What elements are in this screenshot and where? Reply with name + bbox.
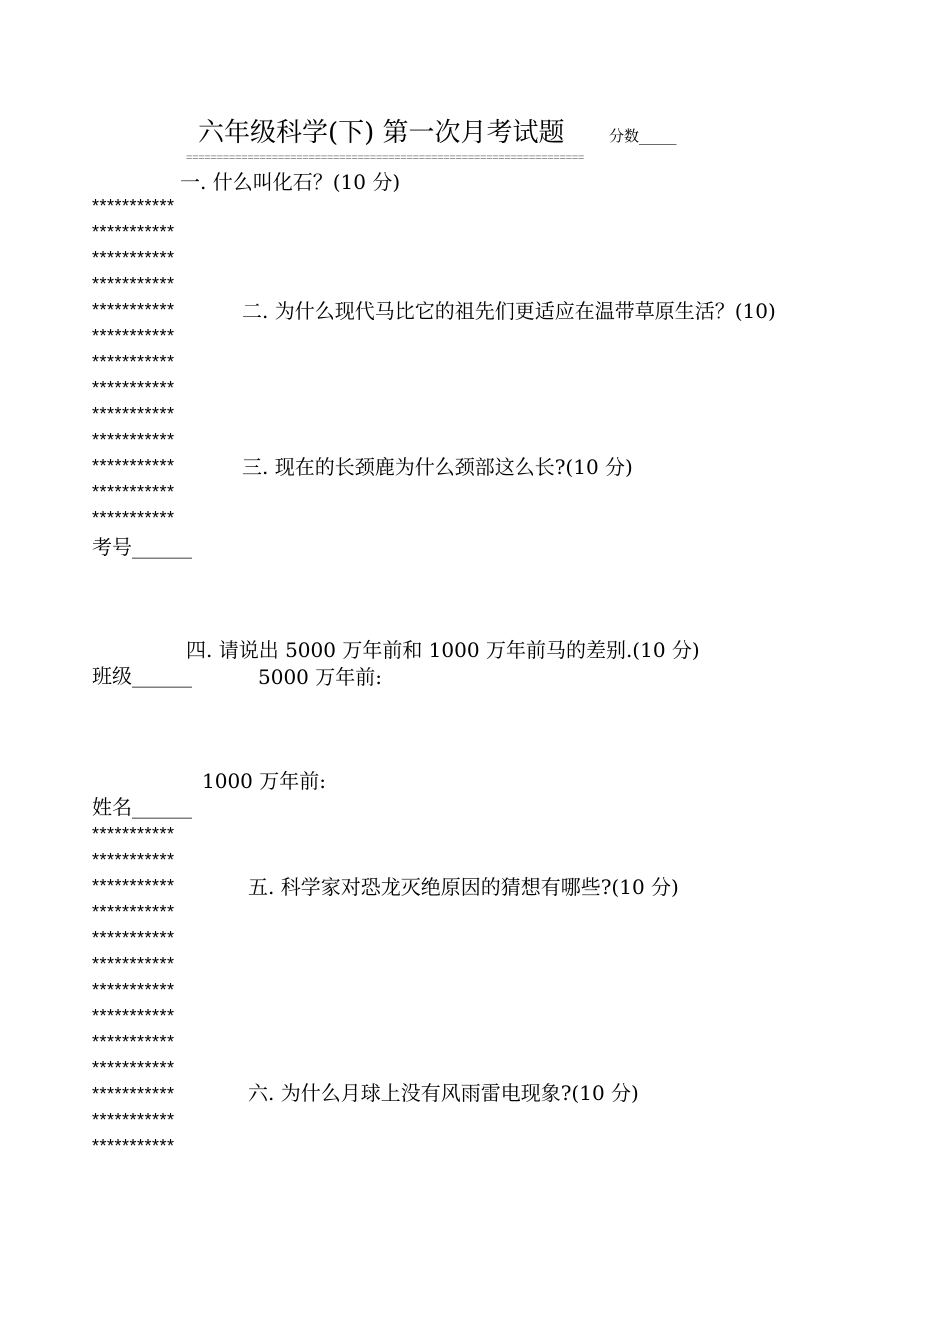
class-field[interactable]: 班级______	[92, 664, 192, 688]
star-row: ***********	[92, 456, 175, 476]
score-field[interactable]: 分数_____	[609, 127, 677, 145]
star-row: ***********	[92, 902, 175, 922]
exam-title: 六年级科学(下) 第一次月考试题	[198, 118, 565, 148]
exam-number-field[interactable]: 考号______	[92, 535, 192, 559]
star-row: ***********	[92, 274, 175, 294]
question-4-sub-1000: 1000 万年前:	[202, 769, 326, 793]
star-row: ***********	[92, 430, 175, 450]
question-3: 三. 现在的长颈鹿为什么颈部这么长?(10 分)	[242, 455, 633, 479]
star-row: ***********	[92, 326, 175, 346]
star-row: ***********	[92, 1136, 175, 1156]
star-row: ***********	[92, 980, 175, 1000]
star-row: ***********	[92, 300, 175, 320]
star-row: ***********	[92, 508, 175, 528]
star-row: ***********	[92, 1006, 175, 1026]
question-4: 四. 请说出 5000 万年前和 1000 万年前马的差别.(10 分)	[186, 638, 700, 662]
star-row: ***********	[92, 378, 175, 398]
star-row: ***********	[92, 222, 175, 242]
star-row: ***********	[92, 1032, 175, 1052]
star-row: ***********	[92, 482, 175, 502]
question-6: 六. 为什么月球上没有风雨雷电现象?(10 分)	[248, 1081, 639, 1105]
star-row: ***********	[92, 954, 175, 974]
question-2: 二. 为什么现代马比它的祖先们更适应在温带草原生活？(10)	[242, 299, 776, 323]
star-row: ***********	[92, 928, 175, 948]
star-row: ***********	[92, 404, 175, 424]
star-row: ***********	[92, 1058, 175, 1078]
question-1: 一. 什么叫化石？(10 分)	[180, 170, 401, 194]
star-row: ***********	[92, 352, 175, 372]
star-row: ***********	[92, 1110, 175, 1130]
star-row: ***********	[92, 248, 175, 268]
header-separator: =================================================================	[186, 152, 585, 164]
star-row: ***********	[92, 876, 175, 896]
question-4-sub-5000: 5000 万年前:	[258, 665, 382, 689]
star-row: ***********	[92, 824, 175, 844]
star-row: ***********	[92, 850, 175, 870]
question-5: 五. 科学家对恐龙灭绝原因的猜想有哪些?(10 分)	[248, 875, 679, 899]
star-row: ***********	[92, 1084, 175, 1104]
name-field[interactable]: 姓名______	[92, 795, 192, 819]
star-row: ***********	[92, 196, 175, 216]
